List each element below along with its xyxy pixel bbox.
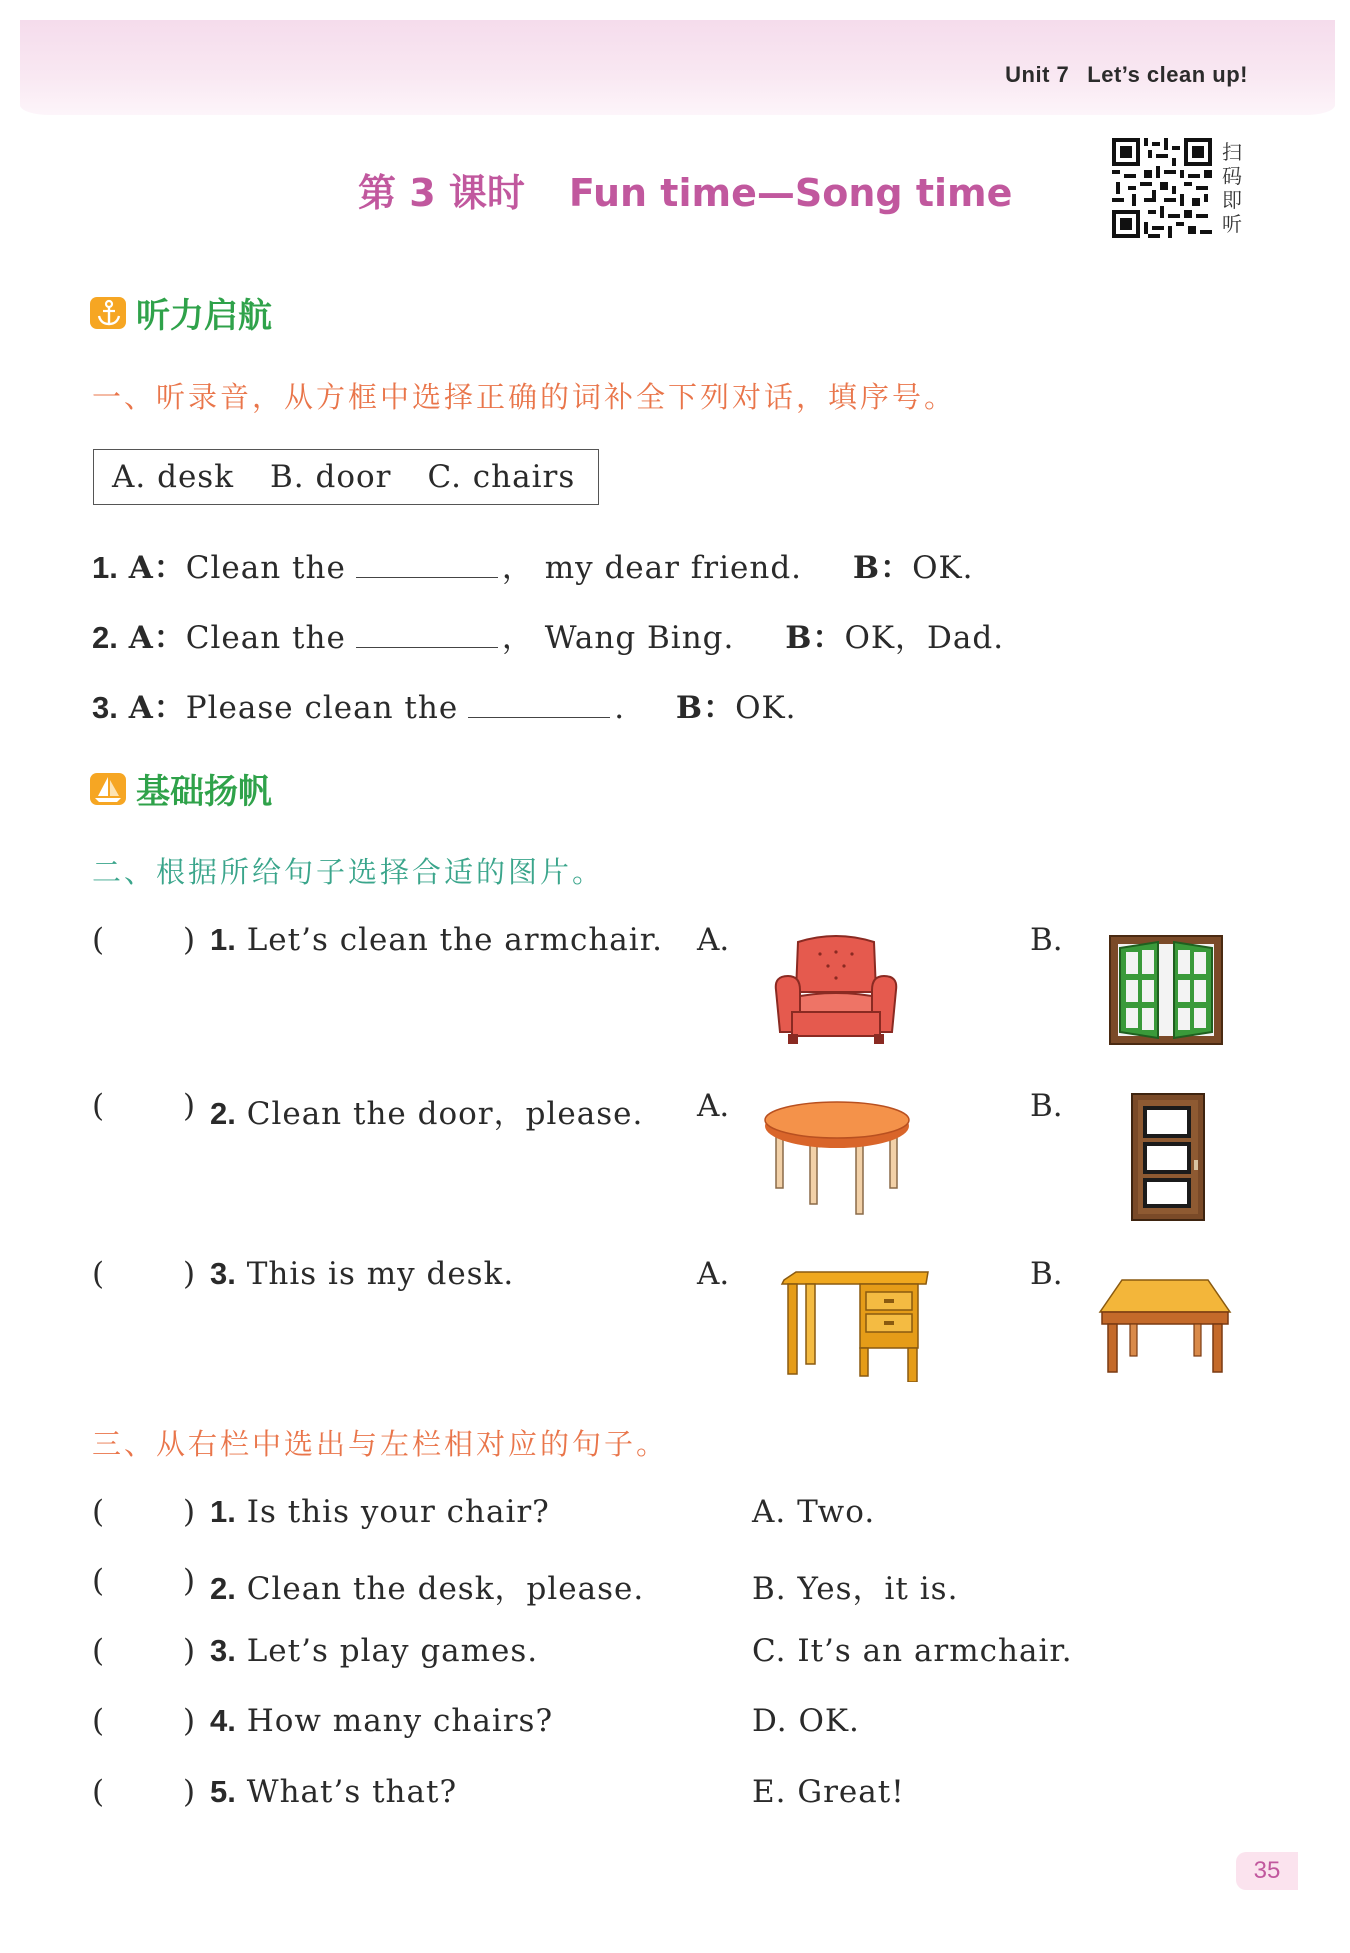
answer-paren-close: ) [183, 1774, 196, 1810]
item-sentence: Is this your chair? [246, 1494, 550, 1530]
answer-blank[interactable] [356, 617, 498, 648]
speaker-b: B： [852, 550, 913, 586]
section-heading-text: 基础扬帆 [136, 772, 272, 812]
qr-code-icon[interactable] [1112, 138, 1212, 238]
window-icon[interactable] [1108, 934, 1224, 1046]
dialogue-text: Clean the [185, 620, 346, 656]
option-b-label: B. [1030, 1256, 1063, 1292]
option-b-label: B. [1030, 922, 1063, 958]
answer-blank[interactable] [468, 687, 610, 718]
lesson-number: 第 3 课时 [358, 171, 525, 215]
item-number: 3. [92, 690, 118, 725]
item-sentence: Let’s play games. [246, 1633, 539, 1669]
dialogue-text: OK，Dad. [844, 620, 1005, 656]
option-a-label: A. [697, 1256, 730, 1292]
dialogue-line [92, 542, 974, 587]
answer-paren-open[interactable]: ( [92, 1633, 105, 1669]
qr-caption-char: 码 [1222, 164, 1242, 188]
anchor-icon [90, 295, 128, 331]
section-heading-basics [90, 764, 272, 813]
dialogue-text: . [614, 690, 626, 726]
dialogue-text: Clean the [185, 550, 346, 586]
answer-paren-open[interactable]: ( [92, 1563, 105, 1599]
dialogue-line [92, 682, 797, 727]
word-option: A. desk [112, 459, 234, 495]
dialogue-text: OK. [735, 690, 797, 726]
lesson-name: Fun time—Song time [568, 171, 1013, 215]
qr-caption-char: 听 [1222, 212, 1242, 236]
item-number: 2. [210, 1096, 236, 1131]
page-number: 35 [1236, 1852, 1298, 1890]
speaker-a: A： [128, 550, 186, 586]
item-number: 3. [210, 1633, 236, 1668]
item-sentence: What’s that? [246, 1774, 458, 1810]
match-right-option: B. Yes，it is. [752, 1571, 959, 1607]
qr-caption-char: 扫 [1222, 140, 1242, 164]
match-left-item [210, 1633, 538, 1669]
answer-paren-close: ) [183, 922, 196, 958]
match-right-option: D. OK. [752, 1703, 860, 1739]
match-right-option: E. Great! [752, 1774, 905, 1810]
answer-paren-open[interactable]: ( [92, 1088, 105, 1124]
dialogue-line [92, 612, 1004, 657]
question-2-title: 二、根据所给句子选择合适的图片。 [92, 855, 605, 889]
square-table-icon[interactable] [1098, 1278, 1232, 1376]
item-sentence: This is my desk. [246, 1256, 515, 1292]
unit-label [1005, 62, 1248, 88]
answer-paren-open[interactable]: ( [92, 1774, 105, 1810]
item-number: 2. [210, 1571, 236, 1606]
speaker-b: B： [785, 620, 845, 656]
match-left-item [210, 1494, 550, 1530]
unit-number: Unit 7 [1005, 62, 1070, 87]
item-number: 5. [210, 1774, 236, 1809]
round-table-icon[interactable] [762, 1100, 912, 1218]
answer-paren-open[interactable]: ( [92, 1256, 105, 1292]
answer-paren-close: ) [183, 1633, 196, 1669]
answer-paren-close: ) [183, 1703, 196, 1739]
option-b-label: B. [1030, 1088, 1063, 1124]
item-number: 3. [210, 1256, 236, 1291]
answer-paren-close: ) [183, 1563, 196, 1599]
door-icon[interactable] [1130, 1092, 1206, 1222]
option-a-label: A. [697, 1088, 730, 1124]
word-option: C. chairs [427, 459, 576, 495]
section-heading-text: 听力启航 [136, 296, 272, 336]
item-sentence: How many chairs? [246, 1703, 554, 1739]
desk-icon[interactable] [780, 1270, 930, 1382]
item-number: 1. [210, 922, 236, 957]
question-1-title: 一、听录音，从方框中选择正确的词补全下列对话，填序号。 [92, 380, 957, 414]
dialogue-text: ， my dear friend. [501, 550, 803, 586]
answer-paren-close: ) [183, 1088, 196, 1124]
qr-caption-char: 即 [1222, 188, 1242, 212]
answer-paren-open[interactable]: ( [92, 1494, 105, 1530]
answer-paren-close: ) [183, 1494, 196, 1530]
dialogue-text: OK. [912, 550, 974, 586]
item-number: 4. [210, 1703, 236, 1738]
speaker-b: B： [675, 690, 736, 726]
question-3-title: 三、从右栏中选出与左栏相对应的句子。 [92, 1427, 669, 1461]
match-right-option: A. Two. [752, 1494, 876, 1530]
picture-item [210, 1088, 643, 1133]
dialogue-text: ， Wang Bing. [501, 620, 735, 656]
answer-paren-close: ) [183, 1256, 196, 1292]
item-number: 1. [92, 550, 118, 585]
picture-item [210, 1256, 514, 1292]
speaker-a: A： [128, 690, 186, 726]
answer-blank[interactable] [356, 547, 498, 578]
item-sentence: Clean the desk，please. [246, 1571, 645, 1607]
dialogue-text: Please clean the [185, 690, 459, 726]
item-sentence: Clean the door，please. [246, 1096, 644, 1132]
match-right-option: C. It’s an armchair. [752, 1633, 1073, 1669]
lesson-title [358, 162, 1012, 217]
armchair-icon[interactable] [770, 932, 902, 1048]
sailboat-icon [90, 771, 128, 807]
speaker-a: A： [128, 620, 186, 656]
qr-caption [1220, 140, 1244, 236]
item-number: 1. [210, 1494, 236, 1529]
answer-paren-open[interactable]: ( [92, 1703, 105, 1739]
option-a-label: A. [697, 922, 730, 958]
match-left-item [210, 1774, 457, 1810]
item-sentence: Let’s clean the armchair. [246, 922, 663, 958]
match-left-item [210, 1703, 553, 1739]
unit-title: Let’s clean up! [1087, 62, 1248, 87]
match-left-item [210, 1563, 644, 1608]
word-box [93, 449, 599, 505]
picture-item [210, 922, 663, 958]
item-number: 2. [92, 620, 118, 655]
section-heading-listening [90, 288, 272, 337]
word-option: B. door [269, 459, 392, 495]
answer-paren-open[interactable]: ( [92, 922, 105, 958]
